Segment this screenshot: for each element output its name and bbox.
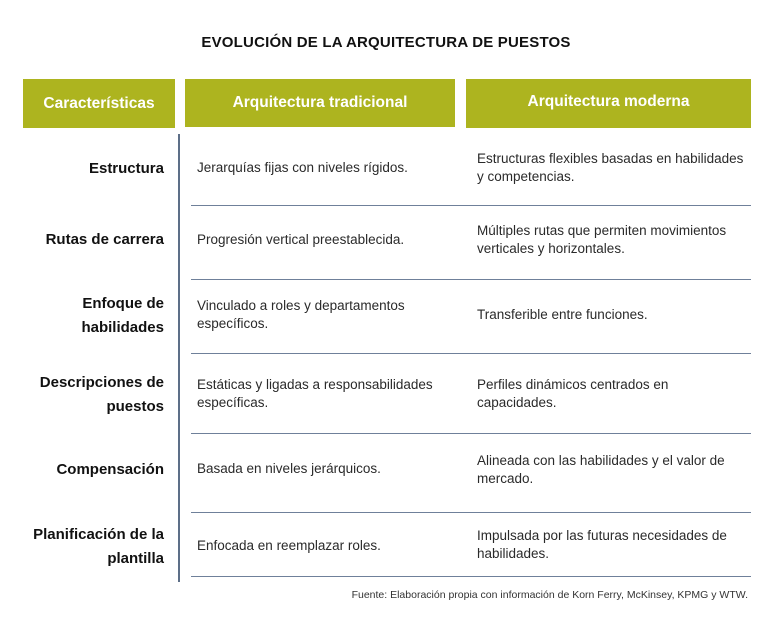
row-label-compensacion: Compensación bbox=[56, 461, 164, 478]
vertical-divider bbox=[178, 134, 180, 582]
traditional-cell: Progresión vertical preestablecida. bbox=[197, 232, 405, 247]
traditional-cell: Jerarquías fijas con niveles rígidos. bbox=[197, 160, 408, 175]
modern-cell: Impulsada por las futuras necesidades de habilidades. bbox=[477, 528, 727, 561]
row-label-planificacion-de-la-plantilla: Planificación de la plantilla bbox=[33, 526, 164, 567]
modern-cell: Estructuras flexibles basadas en habilidades y competencias. bbox=[477, 151, 744, 184]
traditional-cell: Estáticas y ligadas a responsabilidades específicas. bbox=[197, 377, 433, 410]
row-divider bbox=[191, 353, 751, 354]
modern-cell: Múltiples rutas que permiten movimientos verticales y horizontales. bbox=[477, 223, 727, 256]
row-label-descripciones-de-puestos: Descripciones de puestos bbox=[39, 374, 164, 415]
row-divider bbox=[191, 512, 751, 513]
traditional-cell: Enfocada en reemplazar roles. bbox=[197, 538, 381, 553]
traditional-cell: Vinculado a roles y departamentos específicos. bbox=[197, 298, 405, 331]
modern-cell: Transferible entre funciones. bbox=[477, 307, 648, 322]
row-divider bbox=[191, 576, 751, 577]
source-note: Fuente: Elaboración propia con información de Korn Ferry, McKinsey, KPMG y WTW. bbox=[351, 589, 748, 601]
modern-cell: Alineada con las habilidades y el valor de mercado. bbox=[477, 453, 725, 486]
row-divider bbox=[191, 433, 751, 434]
header-characteristics: Características bbox=[23, 79, 175, 128]
traditional-cell: Basada en niveles jerárquicos. bbox=[197, 461, 381, 476]
modern-cell: Perfiles dinámicos centrados en capacidades. bbox=[477, 377, 669, 410]
header-traditional-architecture: Arquitectura tradicional bbox=[185, 79, 455, 127]
row-divider bbox=[191, 279, 751, 280]
row-label-estructura: Estructura bbox=[88, 160, 164, 177]
row-divider bbox=[191, 205, 751, 206]
page-title: EVOLUCIÓN DE LA ARQUITECTURA DE PUESTOS bbox=[201, 34, 571, 51]
row-label-enfoque-de-habilidades: Enfoque de habilidades bbox=[81, 295, 164, 336]
row-label-rutas-de-carrera: Rutas de carrera bbox=[45, 231, 164, 248]
header-modern-architecture: Arquitectura moderna bbox=[466, 79, 751, 128]
